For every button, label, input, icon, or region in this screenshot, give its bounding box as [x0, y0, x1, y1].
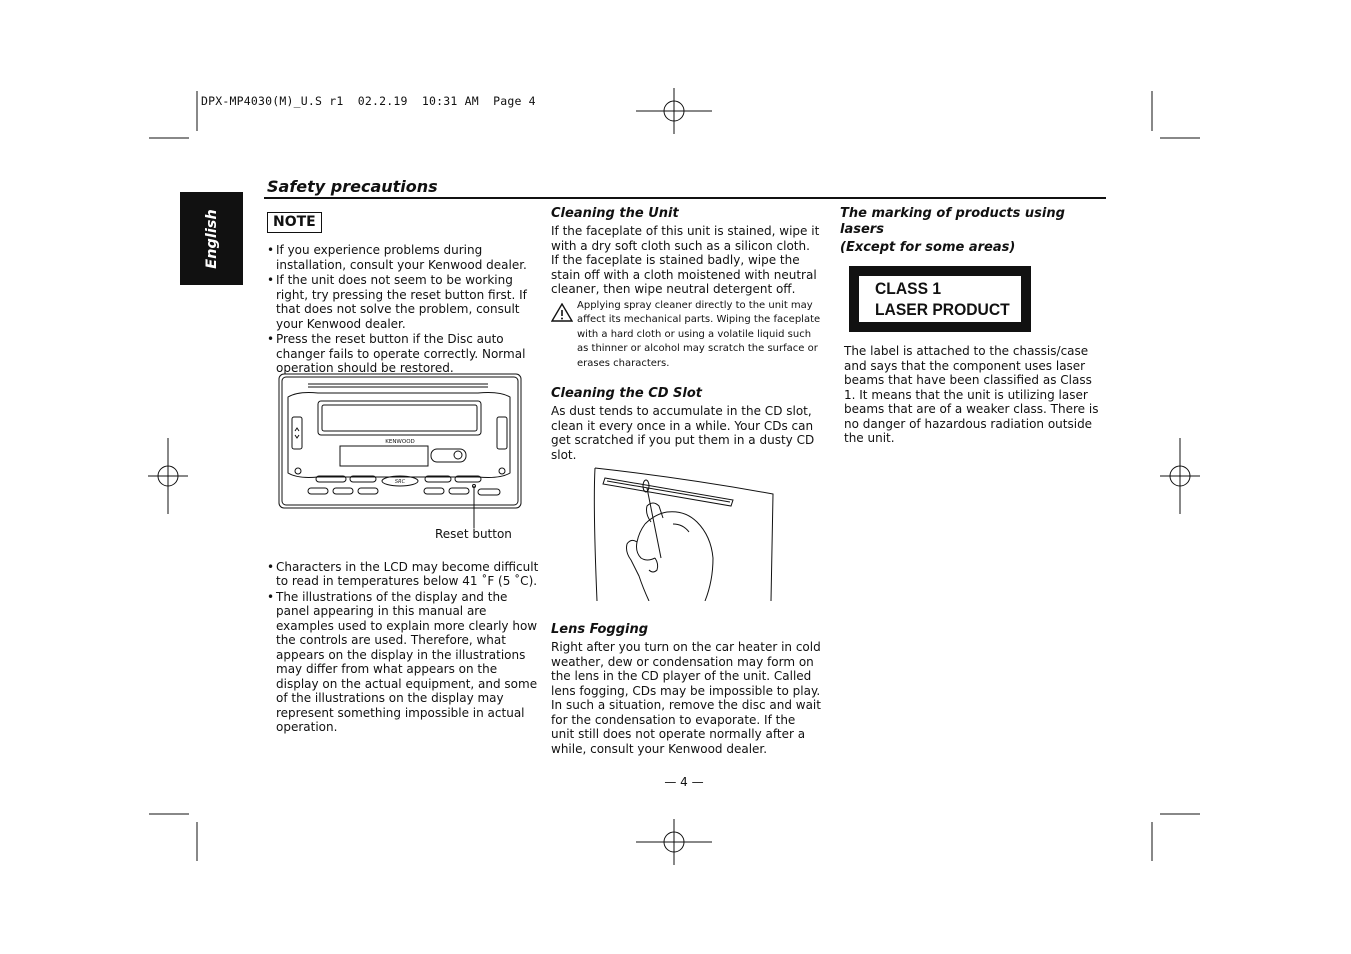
print-slug: DPX-MP4030(M)_U.S r1 02.2.19 10:31 AM Page 4: [201, 94, 536, 108]
note-badge: NOTE: [267, 212, 322, 233]
note-list-top: [267, 243, 539, 376]
cleaning-unit-text-2: If the faceplate is stained badly, wipe the stain off with a cloth moistened with neutral cleaner, then wipe neutral detergent off.: [551, 253, 817, 296]
list-item: • The illustrations of the display and the panel appearing in this manual are examples used to explain more clearly how the controls are used. Therefore, what appears on the display in the illustrations may differ from what appears on the display on the actual equipment, and some of the illustrations on the display may represent something impossible in actual operation.: [267, 590, 539, 735]
laser-heading-1: The marking of products using lasers: [840, 206, 1065, 237]
laser-label-line-1: CLASS 1: [875, 279, 942, 298]
language-tab: [180, 192, 243, 285]
laser-text: The label is attached to the chassis/case and says that the component uses laser beams that have been classified as Class 1. It means that the unit is utilizing laser beams that are of a weaker class. There is no danger of hazardous radiation outside the unit.: [844, 344, 1099, 445]
cleaning-cd-text: As dust tends to accumulate in the CD slot, clean it every once in a while. Your CDs can get scratched if you put them in a dusty CD slot.: [551, 404, 815, 462]
brand-label: KENWOOD: [385, 439, 415, 445]
faceplate-illustration: [278, 373, 524, 533]
list-item: • Press the reset button if the Disc auto changer fails to operate correctly. Normal operation should be restored.: [267, 332, 539, 376]
warning-icon: [551, 299, 577, 372]
list-item: • If the unit does not seem to be working right, try pressing the reset button first. If that does not solve the problem, consult your Kenwood dealer.: [267, 273, 539, 331]
list-item: • If you experience problems during installation, consult your Kenwood dealer.: [267, 243, 539, 272]
lens-fogging-text: Right after you turn on the car heater in cold weather, dew or condensation may form on the lens in the CD player of the unit. Called lens fogging, CDs may be impossible to play. In such a situation, remove the disc and wait for the condensation to evaporate. If the unit still does not operate normally after a while, consult your Kenwood dealer.: [551, 640, 821, 756]
language-tab-label: English: [203, 208, 220, 269]
cleaning-unit-heading: Cleaning the Unit: [551, 206, 679, 221]
title-rule: [264, 197, 1106, 199]
note-list-bottom: [267, 560, 539, 735]
reset-button-label: Reset button: [435, 527, 512, 541]
warning-text: Applying spray cleaner directly to the unit may affect its mechanical parts. Wiping the faceplate with a hard cloth or using a volatile liquid such as thinner or alcohol may scratch the surface or erases characters.: [577, 299, 821, 369]
lens-fogging-heading: Lens Fogging: [551, 622, 649, 637]
laser-column: [840, 206, 1106, 446]
cleaning-unit-text-1: If the faceplate of this unit is stained, wipe it with a dry soft cloth such as a silicon cloth.: [551, 224, 820, 253]
list-item: • Characters in the LCD may become difficult to read in temperatures below 41 ˚F (5 ˚C).: [267, 560, 539, 589]
laser-heading-2: (Except for some areas): [840, 240, 1016, 255]
laser-label-line-2: LASER PRODUCT: [875, 300, 1010, 319]
cd-slot-cleaning-illustration: [585, 466, 780, 601]
page-number: — 4 —: [664, 775, 704, 789]
laser-class-label: [849, 266, 1031, 332]
section-title: Safety precautions: [267, 177, 438, 196]
src-label: SRC: [394, 479, 406, 485]
warning-block: [551, 299, 821, 372]
cleaning-cd-heading: Cleaning the CD Slot: [551, 386, 703, 401]
